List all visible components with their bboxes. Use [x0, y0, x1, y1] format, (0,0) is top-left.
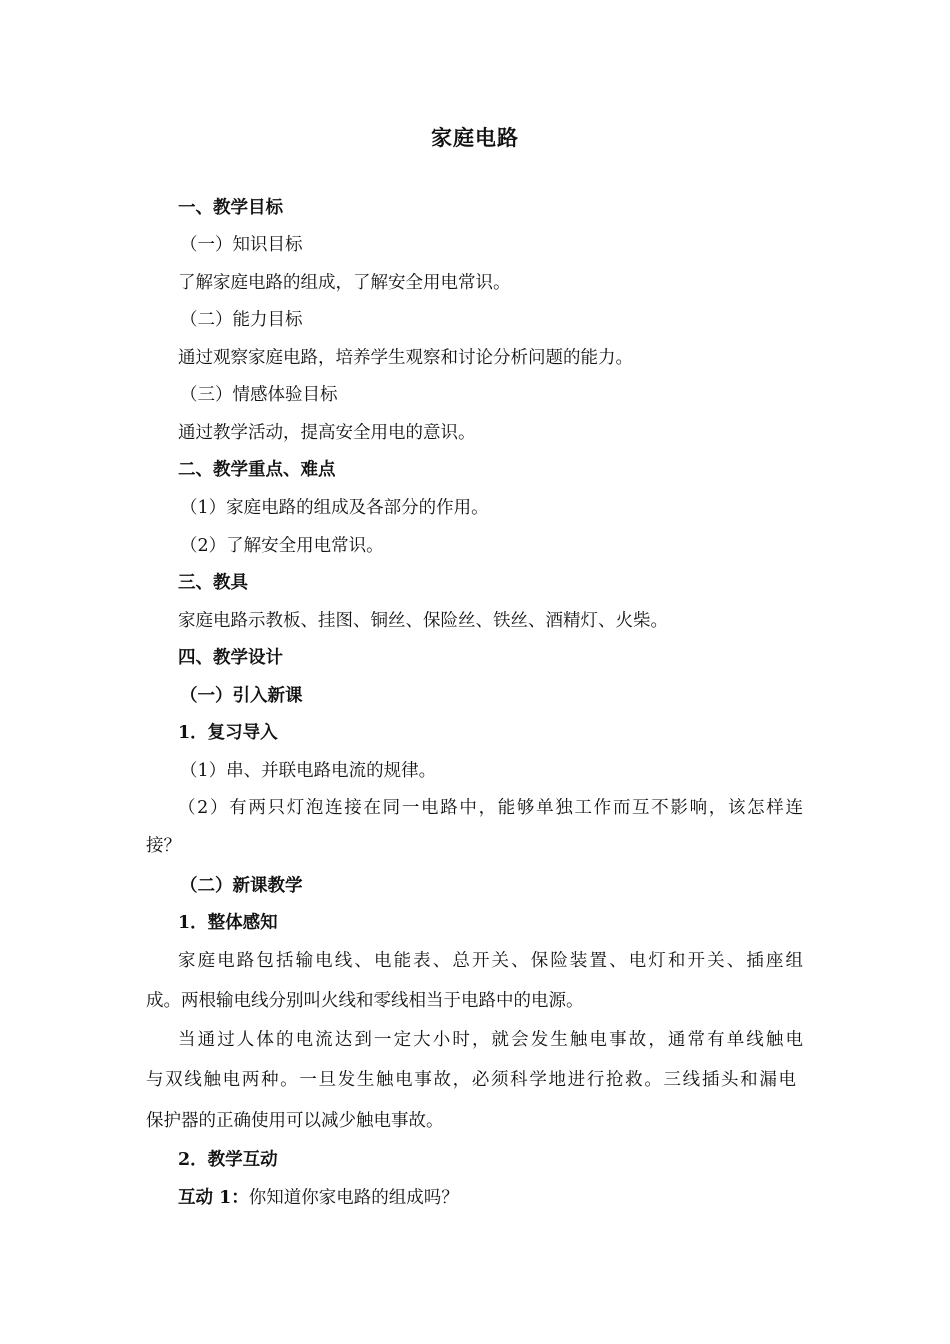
- paragraph-emotion: 通过教学活动，提高安全用电的意识。: [178, 423, 476, 443]
- list-item-key-point-2: （2）了解安全用电常识。: [180, 536, 384, 556]
- section-heading-teaching-aids: 三、教具: [178, 573, 248, 593]
- paragraph-knowledge: 了解家庭电路的组成，了解安全用电常识。: [178, 273, 511, 293]
- subheading-review: 1．复习导入: [178, 723, 278, 743]
- list-item-key-point-1: （1）家庭电路的组成及各部分的作用。: [180, 498, 489, 518]
- paragraph-overview-line-1: 家庭电路包括输电线、电能表、总开关、保险装置、电灯和开关、插座组: [178, 951, 803, 971]
- subheading-interaction: 2．教学互动: [178, 1150, 278, 1170]
- paragraph-overview-line-2: 成。两根输电线分别叫火线和零线相当于电路中的电源。: [146, 991, 584, 1011]
- paragraph-safety-line-1: 当通过人体的电流达到一定大小时，就会发生触电事故，通常有单线触电: [178, 1030, 803, 1050]
- section-heading-design: 四、教学设计: [178, 648, 283, 668]
- section-heading-objectives: 一、教学目标: [178, 198, 283, 218]
- list-item-review-2-line-1: （2）有两只灯泡连接在同一电路中，能够单独工作而互不影响，该怎样连: [178, 798, 803, 818]
- paragraph-safety-line-2: 与双线触电两种。一旦发生触电事故，必须科学地进行抢救。三线插头和漏电: [146, 1070, 796, 1090]
- subheading-new-lesson: （二）新课教学: [180, 876, 303, 896]
- paragraph-ability: 通过观察家庭电路，培养学生观察和讨论分析问题的能力。: [178, 348, 633, 368]
- subheading-intro: （一）引入新课: [180, 686, 303, 706]
- list-item-review-2-line-2: 接？: [146, 836, 181, 856]
- interaction-1: [178, 1186, 459, 1210]
- paragraph-teaching-aids: 家庭电路示教板、挂图、铜丝、保险丝、铁丝、酒精灯、火柴。: [178, 611, 668, 631]
- subheading-emotion: （三）情感体验目标: [180, 385, 338, 405]
- page-title: 家庭电路: [431, 125, 519, 150]
- paragraph-safety-line-3: 保护器的正确使用可以减少触电事故。: [146, 1111, 444, 1131]
- subheading-overview: 1．整体感知: [178, 913, 278, 933]
- section-heading-key-points: 二、教学重点、难点: [178, 460, 336, 480]
- subheading-ability: （二）能力目标: [180, 310, 303, 330]
- interaction-1-label: 互动 1：: [178, 1188, 249, 1208]
- list-item-review-1: （1）串、并联电路电流的规律。: [180, 761, 437, 781]
- subheading-knowledge: （一）知识目标: [180, 235, 303, 255]
- interaction-1-text: 你知道你家电路的组成吗？: [248, 1188, 459, 1208]
